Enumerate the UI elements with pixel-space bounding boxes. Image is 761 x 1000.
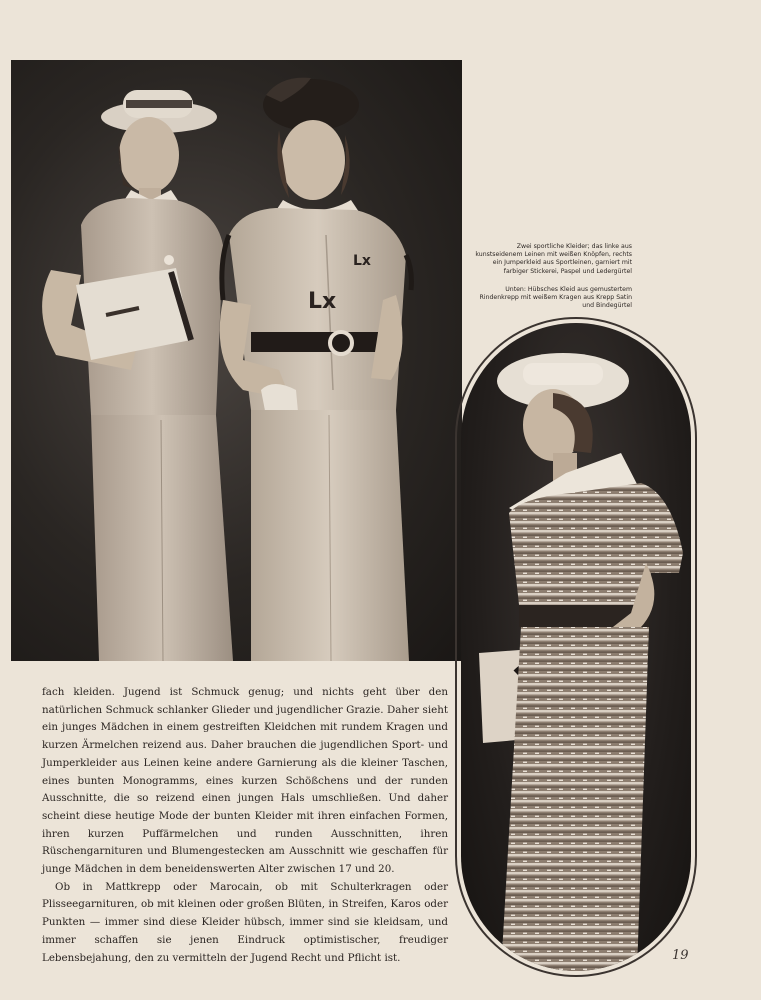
striped-skirt	[501, 627, 649, 971]
oval-photo-illustration	[461, 323, 691, 971]
paragraph-2: Ob in Mattkrepp oder Marocain, ob mit Schulterkragen oder Plisseegarnituren, ob mit kleinen oder großen Blüten, in Streifen, Karos oder Punkten — immer sind diese Kleider hübsch, immer sind sie kleidsam, und immer schaffen sie jenen Eindruck optimistischer, freudiger Lebensbejahung, den zu vermitteln der Jugend Recht und Pflicht ist.	[42, 880, 448, 964]
page-number: 19	[672, 948, 689, 963]
caption-top: Zwei sportliche Kleider; das linke aus kunstseidenem Leinen mit weißen Knöpfen, rechts ein Jumperkleid aus Sportleinen, garniert mit farbiger Stickerei, Paspel und Ledergürtel	[475, 243, 632, 275]
right-woman-head	[281, 120, 345, 200]
caption-bottom: Unten: Hübsches Kleid aus gemustertem Rindenkrepp mit weißem Kragen aus Krepp Satin und Bindegürtel	[479, 286, 632, 310]
photo-striped-dress	[461, 323, 691, 971]
right-woman-leather-belt	[251, 332, 391, 352]
svg-text:Lx: Lx	[353, 253, 371, 269]
striped-blouse	[509, 483, 683, 623]
monogram-chest: Lx	[308, 289, 337, 314]
paragraph-1: fach kleiden. Jugend ist Schmuck genug; und nichts geht über den natürlichen Schmuck schlanker Glieder und jugendlicher Grazie. Daher sieht ein junges Mädchen in einem gestreiften Kleidchen mit rundem Kragen und kurzen Ärmelchen reizend aus. Daher brauchen die jugendlichen Sport- und Jumperkleider aus Leinen keine andere Garnierung als die kleiner Taschen, eines bunten Monogramms, eines kurzen Schößchens und der runden Ausschnitte, die so reizend einen jungen Hals umschließen. Und daher scheint diese heutige Mode der bunten Kleider mit ihren einfachen Formen, ihren kurzen Puffärmelchen und runden Ausschnitten, ihren Rüschengarnituren und Blumengestecken am Ausschnitt wie geschaffen für junge Mädchen in dem beneidenswerten Alter zwischen 17 und 20.	[42, 686, 448, 876]
article-body	[42, 684, 448, 967]
left-woman-head	[119, 117, 179, 193]
photo-illustration	[11, 60, 462, 661]
photo-two-women-sport-dresses	[11, 60, 462, 661]
